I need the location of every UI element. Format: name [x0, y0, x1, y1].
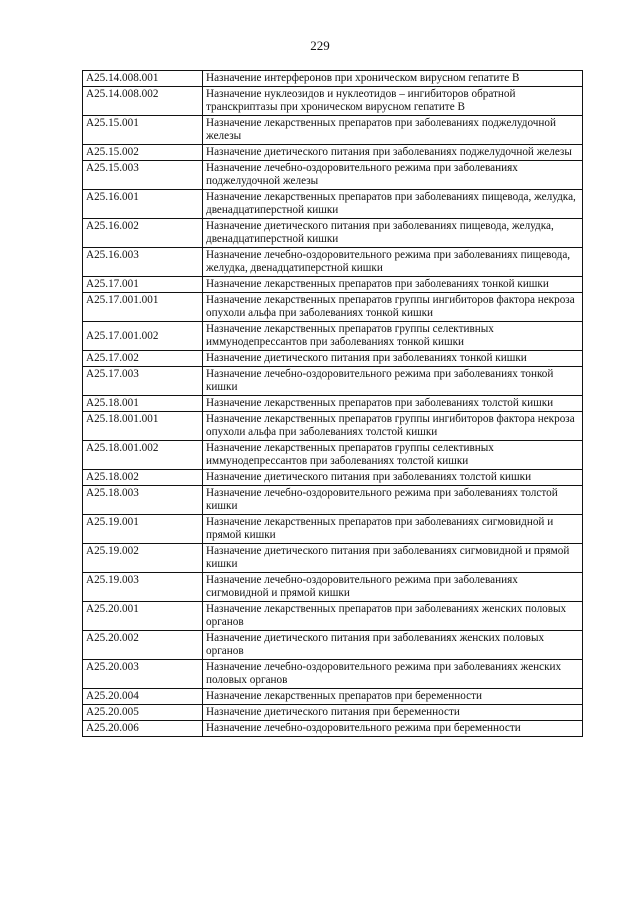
table-row: [83, 602, 583, 631]
table-row: [83, 689, 583, 705]
table-row: [83, 277, 583, 293]
service-name-cell: Назначение лечебно-оздоровительного режима при заболеваниях поджелудочной железы: [203, 161, 583, 190]
table-row: [83, 219, 583, 248]
table-row: [83, 322, 583, 351]
table-row: [83, 71, 583, 87]
service-name-cell: Назначение лечебно-оздоровительного режима при заболеваниях пищевода, желудка, двенадцатиперстной кишки: [203, 248, 583, 277]
service-name-cell: Назначение диетического питания при заболеваниях женских половых органов: [203, 631, 583, 660]
table-row: [83, 367, 583, 396]
service-code-cell: A25.16.001: [83, 190, 203, 219]
service-code-cell: A25.16.003: [83, 248, 203, 277]
service-name-cell: Назначение нуклеозидов и нуклеотидов – ингибиторов обратной транскриптазы при хроническом вирусном гепатите В: [203, 87, 583, 116]
service-name-cell: Назначение лекарственных препаратов при заболеваниях тонкой кишки: [203, 277, 583, 293]
service-name-cell: Назначение лечебно-оздоровительного режима при заболеваниях женских половых органов: [203, 660, 583, 689]
table-row: [83, 660, 583, 689]
service-name-cell: Назначение лечебно-оздоровительного режима при заболеваниях сигмовидной и прямой кишки: [203, 573, 583, 602]
table-row: [83, 190, 583, 219]
service-code-cell: A25.20.002: [83, 631, 203, 660]
service-code-cell: A25.20.005: [83, 705, 203, 721]
service-code-cell: A25.18.003: [83, 486, 203, 515]
table-row: [83, 705, 583, 721]
service-code-cell: A25.18.002: [83, 470, 203, 486]
service-name-cell: Назначение диетического питания при заболеваниях толстой кишки: [203, 470, 583, 486]
service-name-cell: Назначение лекарственных препаратов группы ингибиторов фактора некроза опухоли альфа при заболеваниях тонкой кишки: [203, 293, 583, 322]
services-table-body: [83, 71, 583, 737]
service-name-cell: Назначение лекарственных препаратов при заболеваниях сигмовидной и прямой кишки: [203, 515, 583, 544]
table-row: [83, 573, 583, 602]
service-code-cell: A25.18.001.002: [83, 441, 203, 470]
table-row: [83, 486, 583, 515]
service-name-cell: Назначение лекарственных препаратов при беременности: [203, 689, 583, 705]
service-name-cell: Назначение лечебно-оздоровительного режима при заболеваниях толстой кишки: [203, 486, 583, 515]
service-code-cell: A25.17.003: [83, 367, 203, 396]
service-name-cell: Назначение лекарственных препаратов при заболеваниях поджелудочной железы: [203, 116, 583, 145]
service-code-cell: A25.14.008.001: [83, 71, 203, 87]
service-name-cell: Назначение лекарственных препаратов при заболеваниях пищевода, желудка, двенадцатиперстной кишки: [203, 190, 583, 219]
table-row: [83, 396, 583, 412]
service-code-cell: A25.14.008.002: [83, 87, 203, 116]
service-name-cell: Назначение интерферонов при хроническом вирусном гепатите В: [203, 71, 583, 87]
table-row: [83, 248, 583, 277]
service-code-cell: A25.17.001.001: [83, 293, 203, 322]
table-row: [83, 544, 583, 573]
service-code-cell: A25.19.003: [83, 573, 203, 602]
service-name-cell: Назначение лекарственных препаратов при заболеваниях женских половых органов: [203, 602, 583, 631]
table-row: [83, 87, 583, 116]
service-code-cell: A25.20.001: [83, 602, 203, 631]
services-table: [82, 70, 583, 737]
table-row: [83, 145, 583, 161]
service-name-cell: Назначение диетического питания при заболеваниях поджелудочной железы: [203, 145, 583, 161]
service-name-cell: Назначение лекарственных препаратов группы ингибиторов фактора некроза опухоли альфа при заболеваниях толстой кишки: [203, 412, 583, 441]
table-row: [83, 351, 583, 367]
service-code-cell: A25.17.001: [83, 277, 203, 293]
table-row: [83, 515, 583, 544]
page-number: 229: [310, 38, 330, 53]
service-name-cell: Назначение лекарственных препаратов группы селективных иммунодепрессантов при заболеваниях тонкой кишки: [203, 322, 583, 351]
service-name-cell: Назначение диетического питания при заболеваниях тонкой кишки: [203, 351, 583, 367]
table-row: [83, 116, 583, 145]
service-code-cell: A25.15.002: [83, 145, 203, 161]
table-row: [83, 470, 583, 486]
service-code-cell: A25.17.001.002: [83, 322, 203, 351]
service-code-cell: A25.20.003: [83, 660, 203, 689]
table-row: [83, 631, 583, 660]
service-code-cell: A25.18.001.001: [83, 412, 203, 441]
service-code-cell: A25.20.004: [83, 689, 203, 705]
service-code-cell: A25.15.001: [83, 116, 203, 145]
service-name-cell: Назначение лекарственных препаратов при заболеваниях толстой кишки: [203, 396, 583, 412]
table-row: [83, 412, 583, 441]
table-row: [83, 161, 583, 190]
service-name-cell: Назначение диетического питания при заболеваниях пищевода, желудка, двенадцатиперстной кишки: [203, 219, 583, 248]
service-name-cell: Назначение лечебно-оздоровительного режима при беременности: [203, 721, 583, 737]
table-row: [83, 441, 583, 470]
service-code-cell: A25.18.001: [83, 396, 203, 412]
service-name-cell: Назначение диетического питания при беременности: [203, 705, 583, 721]
service-code-cell: A25.15.003: [83, 161, 203, 190]
table-row: [83, 293, 583, 322]
service-name-cell: Назначение диетического питания при заболеваниях сигмовидной и прямой кишки: [203, 544, 583, 573]
table-row: [83, 721, 583, 737]
service-code-cell: A25.19.001: [83, 515, 203, 544]
service-name-cell: Назначение лечебно-оздоровительного режима при заболеваниях тонкой кишки: [203, 367, 583, 396]
service-code-cell: A25.19.002: [83, 544, 203, 573]
service-name-cell: Назначение лекарственных препаратов группы селективных иммунодепрессантов при заболеваниях толстой кишки: [203, 441, 583, 470]
service-code-cell: A25.17.002: [83, 351, 203, 367]
service-code-cell: A25.20.006: [83, 721, 203, 737]
service-code-cell: A25.16.002: [83, 219, 203, 248]
